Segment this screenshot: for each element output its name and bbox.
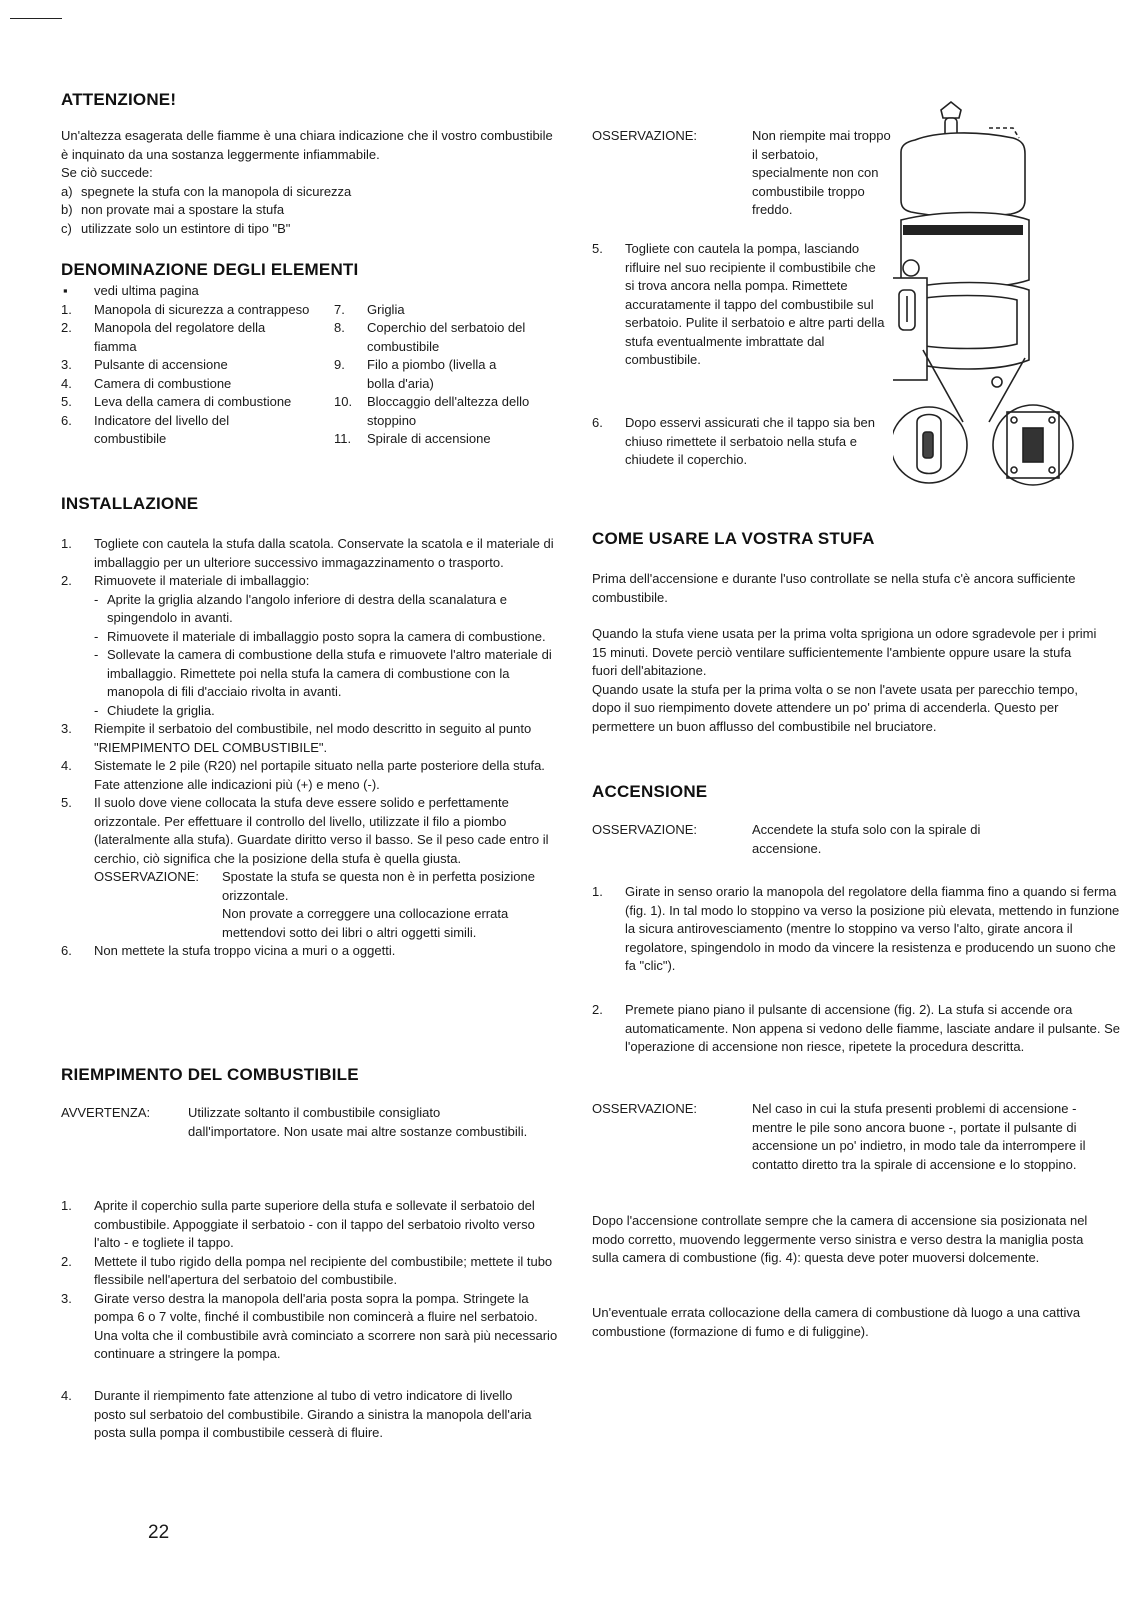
note-label: OSSERVAZIONE: [94,869,199,884]
item-text: Coperchio del serbatoio del combustibile [367,320,526,354]
element-item [334,301,544,320]
element-item [334,356,527,393]
element-item [61,412,289,449]
note-text: Spostate la stufa se questa non è in perfetta posizione orizzontale. [222,869,535,903]
item-text: Durante il riempimento fate attenzione al tubo di vetro indicatore di livello posto sul serbatoio del combustibile. Girando a sinistra la manopola dell'aria posta sulla pompa il combustibile cesserà di fluire. [94,1388,532,1440]
gauge-indicator [1023,428,1043,462]
accensione-item-2 [592,1001,1130,1057]
item-num: 1. [592,884,603,899]
installazione-item-1 [61,535,558,572]
dash-mark: - [94,647,99,662]
fuel-can [901,133,1025,217]
item-num: 2. [592,1002,603,1017]
note-label: OSSERVAZIONE: [592,128,697,143]
elements-right-list [334,301,544,449]
denominazione-section [61,282,556,446]
element-item [61,356,311,375]
dash-text: Rimuovete il materiale di imballaggio posto sopra la camera di combustione. [107,628,546,644]
installazione-item-3 [61,720,558,757]
paragraph: Prima dell'accensione e durante l'uso controllate se nella stufa c'è ancora sufficiente combustibile. [592,571,1076,605]
installazione-item-4 [61,757,558,794]
note-text: vedi ultima pagina [94,283,199,298]
attenzione-text: Un'altezza esagerata delle fiamme è una chiara indicazione che il vostro combustibile è inquinato da una sostanza leggermente infiammabile. [61,128,553,162]
item-text: utilizzate solo un estintore di tipo "B" [81,220,291,236]
item-text: Dopo esservi assicurati che il tappo sia ben chiuso rimettete il serbatoio nella stufa e chiudete il coperchio. [625,415,876,467]
item-num: 4. [61,375,72,391]
item-num: 7. [334,301,345,317]
warning-label: AVVERTENZA: [61,1105,151,1120]
element-item [61,301,311,320]
dash-text: Aprite la griglia alzando l'angolo inferiore di destra della scanalatura e spingendolo in avanti. [107,591,507,625]
accensione-item-1 [592,883,1130,976]
item-text: Sistemate le 2 pile (R20) nel portapile situato nella parte posteriore della stufa. Fate attenzione alle indicazioni più (+) e meno (-). [94,758,545,792]
item-num: 1. [61,301,72,317]
attenzione-section [61,127,556,238]
item-text: Pulsante di accensione [94,357,228,372]
riempimento-item-1 [61,1197,561,1253]
item-text: Togliete con cautela la pompa, lasciando rifluire nel suo recipiente il combustibile che si trova ancora nella pompa. Rimettete accuratamente il tappo del combustibile sul serbatoio. Pulite il serbatoio e altre parti della stufa eventualmente imbrattate dal combustibile. [625,241,885,367]
installazione-note [94,868,558,942]
riempimento-item-2 [61,1253,561,1290]
item-label: b) [61,202,73,217]
item-text: Leva della camera di combustione [94,394,292,409]
denominazione-note [61,282,556,301]
item-text: Riempite il serbatoio del combustibile, nel modo descritto in seguito al punto "RIEMPIMENTO DEL COMBUSTIBILE". [94,721,532,755]
note-text: Accendete la stufa solo con la spirale di accensione. [752,822,981,856]
installazione-item-2 [61,572,558,591]
dash-text: Chiudete la griglia. [107,702,215,718]
riempimento-item-5 [592,240,887,370]
item-num: 5. [592,241,603,256]
element-item [334,319,537,356]
item-num: 5. [61,795,72,810]
item-num: 3. [61,1290,72,1306]
element-item [61,375,311,394]
item-text: Filo a piombo (livella a bolla d'aria) [367,357,497,391]
page-number: 22 [148,1522,170,1543]
installazione-title: INSTALLAZIONE [61,494,199,513]
item-num: 6. [592,415,603,430]
paragraph: Un'eventuale errata collocazione della camera di combustione dà luogo a una cattiva combustione (formazione di fumo e di fuliggine). [592,1305,1081,1339]
item-text: Spirale di accensione [367,431,491,446]
item-text: Griglia [367,301,405,317]
item-num: 2. [61,573,72,588]
item-num: 4. [61,758,72,773]
item-num: 5. [61,394,72,409]
fuel-tank-illustration [893,100,1105,505]
item-text: Girate verso destra la manopola dell'aria posta sopra la pompa. Stringete la pompa 6 o 7 volte, finché il combustibile non comincerà a fluire nel serbatoio. Una volta che il combustibile avrà cominciato a scorrere non sarà più necessario continuare a stringere la pompa. [94,1290,558,1361]
item-text: Bloccaggio dell'altezza dello stoppino [367,394,530,428]
item-text: non provate mai a spostare la stufa [81,202,285,217]
installazione-section [61,535,558,961]
note-label: OSSERVAZIONE: [592,1101,697,1116]
installazione-item-6 [61,942,558,961]
attenzione-item-a [61,183,556,202]
installazione-dash [94,628,558,647]
element-item [61,319,311,356]
accensione-title: ACCENSIONE [592,782,708,801]
item-text: Indicatore del livello del combustibile [94,412,230,446]
item-text: spegnete la stufa con la manopola di sicurezza [81,183,352,199]
paragraph: Quando usate la stufa per la prima volta o se non l'avete usata per parecchio tempo, dopo il suo riempimento dovete attendere un po' prima di accenderla. Questo per permettere un buon afflusso del combustibile nel bruciatore. [592,681,1078,734]
element-item [334,430,544,449]
riempimento-list [61,1197,561,1364]
item-num: 10. [334,394,353,409]
tank-upper [901,213,1029,288]
item-num: 8. [334,320,345,335]
warning-text: Utilizzate soltanto il combustibile consigliato dall'importatore. Non usate mai altre sostanze combustibili. [188,1105,528,1139]
element-item [334,393,537,430]
come-usare-section [592,570,1097,736]
denominazione-title: DENOMINAZIONE DEGLI ELEMENTI [61,260,359,279]
installazione-dash [94,702,558,721]
dash-mark: - [94,628,99,644]
item-num: 1. [61,536,72,551]
dash-mark: - [94,591,99,607]
item-num: 9. [334,357,345,372]
riempimento-item-4 [61,1387,541,1443]
note-text: Nel caso in cui la stufa presenti problemi di accensione - mentre le pile sono ancora buone -, portate il pulsante di accensione un po' indietro, in modo tale da interrompere il contatto diretto tra la spirale di accensione e lo stoppino. [752,1101,1086,1172]
item-text: Rimuovete il materiale di imballaggio: [94,573,310,588]
item-num: 6. [61,943,72,958]
attenzione-title: ATTENZIONE! [61,90,177,109]
item-text: Manopola del regolatore della fiamma [94,320,266,354]
item-num: 11. [334,431,352,446]
riempimento-item-4-wrap [61,1387,541,1443]
item-text: Camera di combustione [94,375,232,391]
note-text: Non provate a correggere una collocazione errata mettendovi sotto dei libri o altri oggetti simili. [222,906,509,940]
paragraph: Quando la stufa viene usata per la prima volta sprigiona un odore sgradevole per i primi 15 minuti. Dovete perciò ventilare sufficientemente l'ambiente oppure usare la stufa fuori dell'abitazione. [592,626,1097,678]
gauge-level [923,432,933,458]
item-text: Togliete con cautela la stufa dalla scatola. Conservate la scatola e il materiale di imballaggio per un ulteriore successivo immagazzinamento o trasporto. [94,536,554,570]
item-text: Il suolo dove viene collocata la stufa deve essere solido e perfettamente orizzontale. Per effettuare il controllo del livello, utilizzate il filo a piombo (lateralmente alla stufa). Guardate diritto verso il basso. Se il peso cade entro il cerchio, ciò significa che la posizione della stufa è quella giusta. [94,795,549,866]
item-text: Non mettete la stufa troppo vicina a muri o a oggetti. [94,943,396,958]
paragraph: Dopo l'accensione controllate sempre che la camera di accensione sia posizionata nel modo corretto, muovendo leggermente verso sinistra e verso destra la maniglia posta sulla camera di combustione (fig. 4): questa deve poter muoversi dolcemente. [592,1213,1088,1265]
item-num: 2. [61,1253,72,1269]
screw-icon [992,377,1002,387]
item-text: Girate in senso orario la manopola del regolatore della fiamma fino a quando si ferma (fig. 1). In tal modo lo stoppino va verso la posizione più elevata, mettendo in funzione la sicura antirovesciamento (mentre lo stoppino va verso l'alto, girate ancora il regolatore, spingendolo in modo da vincere la resistenza e producendo un suono che fa "clic"). [625,884,1120,973]
top-rule [10,18,62,19]
come-usare-title: COME USARE LA VOSTRA STUFA [592,529,875,548]
pump-knob [941,102,961,118]
gauge-box [893,278,927,380]
riempimento-title: RIEMPIMENTO DEL COMBUSTIBILE [61,1065,359,1084]
riempimento-warning [61,1104,558,1141]
item-label: a) [61,183,73,199]
item-text: Mettete il tubo rigido della pompa nel recipiente del combustibile; mettete il tubo flessibile nell'apertura del serbatoio del combustibile. [94,1253,553,1287]
elements-left-list [61,301,311,449]
item-text: Premete piano piano il pulsante di accensione (fig. 2). La stufa si accende ora automaticamente. Non appena si vedono delle fiamme, lasciate andare il pulsante. Se l'operazione di accensione non riesce, ripetete la procedura descritta. [625,1002,1121,1054]
installazione-dash [94,591,558,628]
item-num: 3. [61,357,72,372]
accensione-note-2 [592,1100,1102,1174]
note-text: Non riempite mai troppo il serbatoio, specialmente non con combustibile troppo freddo. [752,128,891,217]
item-label: c) [61,220,72,236]
riempimento-item-6 [592,414,887,470]
dash-mark: - [94,702,99,718]
riempimento-item-3 [61,1290,561,1364]
riempimento-note [592,127,892,220]
item-text: Manopola di sicurezza a contrappeso [94,301,310,317]
item-num: 4. [61,1388,72,1403]
tank-cap [903,260,919,276]
item-num: 1. [61,1198,72,1213]
accensione-note-1 [592,821,1022,858]
item-text: Aprite il coperchio sulla parte superiore della stufa e sollevate il serbatoio del combustibile. Appoggiate il serbatoio - con il tappo del serbatoio rivolto verso l'alto - e togliete il tappo. [94,1198,535,1250]
attenzione-item-b [61,201,556,220]
item-num: 6. [61,412,72,428]
item-num: 3. [61,721,72,736]
bullet: ▪ [63,283,68,298]
installazione-dash [94,646,558,702]
attenzione-item-c [61,220,556,239]
attenzione-intro: Se ciò succede: [61,165,153,180]
installazione-item-5 [61,794,558,868]
dash-text: Sollevate la camera di combustione della stufa e rimuovete l'altro materiale di imballaggio. Rimettete poi nella stufa la camera di combustione con la manopola di fili d'acciaio rivolta in avanti. [107,647,552,699]
warning-note [61,1104,528,1141]
item-num: 2. [61,320,72,335]
note-label: OSSERVAZIONE: [592,822,697,837]
